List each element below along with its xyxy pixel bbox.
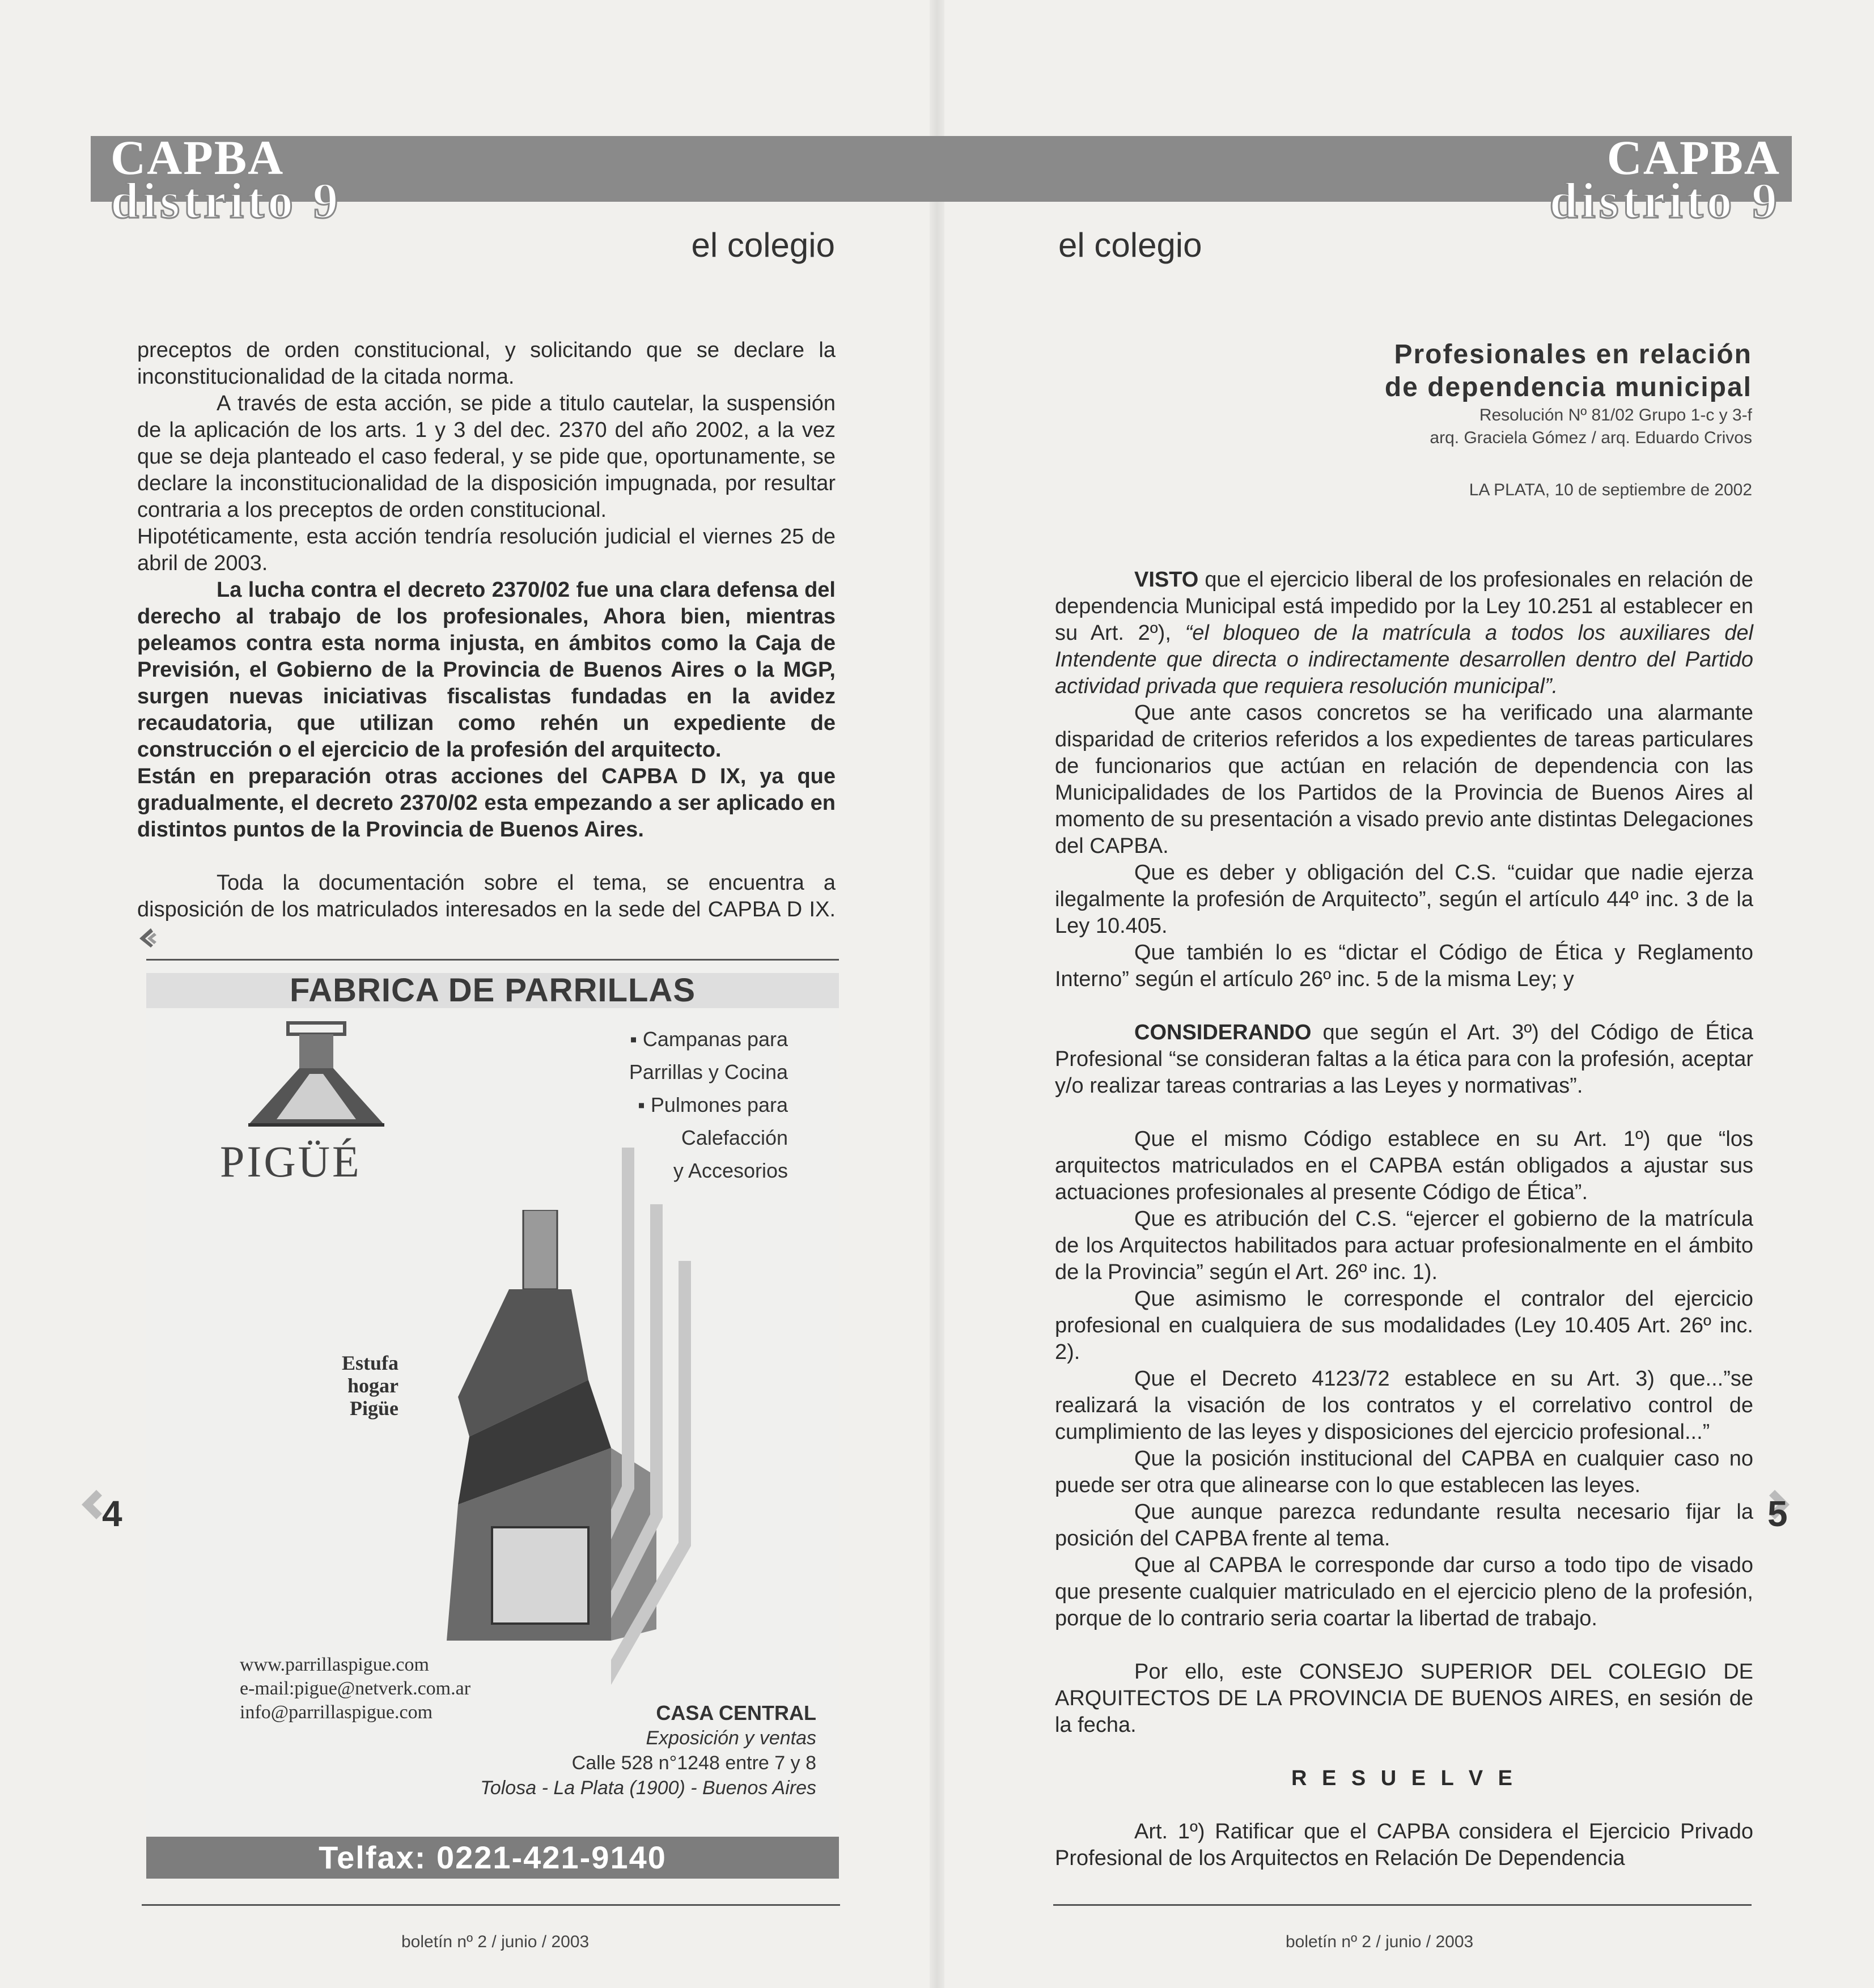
brand-name: CAPBA xyxy=(1606,130,1780,185)
ad-contact xyxy=(240,1653,470,1724)
brand-name: CAPBA xyxy=(111,130,285,185)
paragraph: Por ello, este CONSEJO SUPERIOR DEL COLEGIO DE ARQUITECTOS DE LA PROVINCIA DE BUENOS AIRES, en sesión de la fecha. xyxy=(1055,1660,1753,1737)
paragraph: Que es deber y obligación del C.S. “cuidar que nadie ejerza ilegalmente la profesión de Arquitecto”, según el artículo 44º inc. 3 de la Ley 10.405. xyxy=(1055,861,1753,938)
right-page xyxy=(937,0,1874,1988)
resolution-body xyxy=(1055,567,1753,1872)
paragraph: Toda la documentación sobre el tema, se encuentra a disposición de los matriculados interesados en la sede del CAPBA D IX. xyxy=(137,870,836,950)
paragraph: Que es atribución del C.S. “ejercer el gobierno de la matrícula de los Arquitectos habilitados para actuar profesionalmente en el ámbito de la Provincia” según el Art. 26º inc. 1). xyxy=(1055,1207,1753,1284)
paragraph: A través de esta acción, se pide a titulo cautelar, la suspensión de la aplicación de los arts. 1 y 3 del dec. 2370 del año 2002, a la vez que se deja planteado el caso federal, y se pide que, oportunamente, se declare la inconstitucionalidad de la disposición impugnada, por resultar contraria a los preceptos de orden constitucional. xyxy=(137,392,836,522)
capba-logo xyxy=(1549,130,1780,229)
article-body xyxy=(137,337,836,950)
advertisement xyxy=(146,959,839,1879)
email-text: e-mail:pigue@netverk.com.ar xyxy=(240,1678,471,1699)
authors: arq. Graciela Gómez / arq. Eduardo Crivos xyxy=(1430,428,1752,447)
paragraph: Que aunque parezca redundante resulta necesario fijar la posición del CAPBA frente al tema. xyxy=(1055,1500,1753,1551)
page-number: 5 xyxy=(1767,1493,1788,1534)
footer-rule xyxy=(142,1904,840,1906)
paragraph: Que al CAPBA le corresponde dar curso a todo tipo de visado que presente cualquier matriculado en el ejercicio pleno de la profesión, porque de lo contrario seria coartar la libertad de trabajo. xyxy=(1055,1553,1753,1630)
ad-item: Parrillas y Cocina xyxy=(629,1060,788,1084)
paragraph: Que la posición institucional del CAPBA en cualquier caso no puede ser otra que alinearse con lo que establecen las leyes. xyxy=(1055,1447,1753,1497)
paragraph: Hipotéticamente, esta acción tendría resolución judicial el viernes 25 de abril de 2003. xyxy=(137,525,836,575)
hood-icon xyxy=(231,1017,396,1136)
paragraph: preceptos de orden constitucional, y solicitando que se declare la inconstitucionalidad de la citada norma. xyxy=(137,338,836,389)
ad-item: ▪ Campanas para xyxy=(630,1027,788,1051)
paragraph-bold: Están en preparación otras acciones del CAPBA D IX, ya que gradualmente, el decreto 2370/02 esta empezando a ser aplicado en distintos puntos de la Provincia de Buenos Aires. xyxy=(137,764,836,842)
section-title: el colegio xyxy=(691,226,835,264)
resolution-ref: Resolución Nº 81/02 Grupo 1-c y 3-f xyxy=(1479,406,1752,424)
ad-phone: Telfax: 0221-421-9140 xyxy=(146,1837,839,1879)
paragraph: Que el Decreto 4123/72 establece en su Art. 3) que...”se realizará la visación de los contratos y el correlativo control de cumplimiento de las leyes y disposiciones del ejercicio profesional...” xyxy=(1055,1367,1753,1444)
ad-title: FABRICA DE PARRILLAS xyxy=(146,973,839,1008)
capba-logo xyxy=(111,130,342,229)
brand-district: distrito 9 xyxy=(1549,173,1780,229)
resuelve-heading: R E S U E L V E xyxy=(1291,1766,1517,1790)
ad-item: ▪ Pulmones para xyxy=(638,1093,788,1116)
paragraph-considerando: CONSIDERANDO que según el Art. 3º) del Código de Ética Profesional “se consideran faltas a la ética para con la profesión, aceptar y/o realizar tareas contrarias a las Leyes y normativas”. xyxy=(1055,1021,1753,1098)
footer-text: boletín nº 2 / junio / 2003 xyxy=(1286,1932,1474,1951)
article-title: de dependencia municipal xyxy=(1384,372,1752,402)
brand-district: distrito 9 xyxy=(111,173,342,229)
article-header xyxy=(1385,338,1752,502)
page-number: 4 xyxy=(102,1493,122,1534)
footer-rule xyxy=(1053,1904,1752,1906)
footer-text: boletín nº 2 / junio / 2003 xyxy=(401,1932,590,1951)
ad-item: Calefacción xyxy=(681,1126,788,1149)
ad-item: y Accesorios xyxy=(673,1159,788,1182)
website-link: www.parrillaspigue.com xyxy=(240,1654,429,1675)
stove-label: Estufa hogar Pigüe xyxy=(342,1352,399,1420)
paragraph: Que ante casos concretos se ha verificado una alarmante disparidad de criterios referidos a los expedientes de tareas particulares de funcionarios que actúan en relación de dependencia con las Municipalidades de los Partidos de la Provincia de Buenos Aires al momento de su presentación a visado previo ante distintas Delegaciones del CAPBA. xyxy=(1055,701,1753,858)
paragraph: Que el mismo Código establece en su Art. 1º) que “los arquitectos matriculados en el CAPBA están obligados a ajustar sus actuaciones profesionales al presente Código de Ética”. xyxy=(1055,1127,1753,1204)
paragraph: Que también lo es “dictar el Código de Ética y Reglamento Interno” según el artículo 26º inc. 5 de la misma Ley; y xyxy=(1055,941,1753,991)
decorative-lines xyxy=(611,1148,838,1771)
section-title: el colegio xyxy=(1058,226,1202,264)
capba-arrow-icon xyxy=(137,926,162,949)
paragraph-visto: VISTO que el ejercicio liberal de los profesionales en relación de dependencia Municipal está impedido por la Ley 10.251 al establecer en su Art. 2º), “el bloqueo de la matrícula a todos los auxiliares del Intendente que directa o indirectamente desarrollen dentro del Partido actividad privada que requiera resolución municipal”. xyxy=(1055,568,1753,698)
paragraph-bold: La lucha contra el decreto 2370/02 fue una clara defensa del derecho al trabajo de los profesionales, Ahora bien, mientras peleamos contra esta norma injusta, en ámbitos como la Caja de Previsión, el Gobierno de la Provincia de Buenos Aires o la MGP, surgen nuevas iniciativas fiscalistas fundadas en la avidez recaudatoria, que utilizan como rehén un expediente de construcción o el ejercicio de la profesión del arquitecto. xyxy=(137,578,836,762)
date-line: LA PLATA, 10 de septiembre de 2002 xyxy=(1469,481,1752,499)
email-text: info@parrillaspigue.com xyxy=(240,1702,433,1723)
paragraph: Que asimismo le corresponde el contralor del ejercicio profesional en cualquiera de sus modalidades (Ley 10.405 Art. 26º inc. 2). xyxy=(1055,1287,1753,1364)
ad-brand: PIGÜÉ xyxy=(220,1137,362,1186)
ad-address: CASA CENTRAL Exposición y ventas Calle 528 n°1248 entre 7 y 8 Tolosa - La Plata (1900) - Buenos Aires xyxy=(480,1701,816,1799)
article-1: Art. 1º) Ratificar que el CAPBA considera el Ejercicio Privado Profesional de los Arquitectos en Relación De Dependencia xyxy=(1055,1820,1753,1870)
article-title: Profesionales en relación xyxy=(1394,339,1752,369)
